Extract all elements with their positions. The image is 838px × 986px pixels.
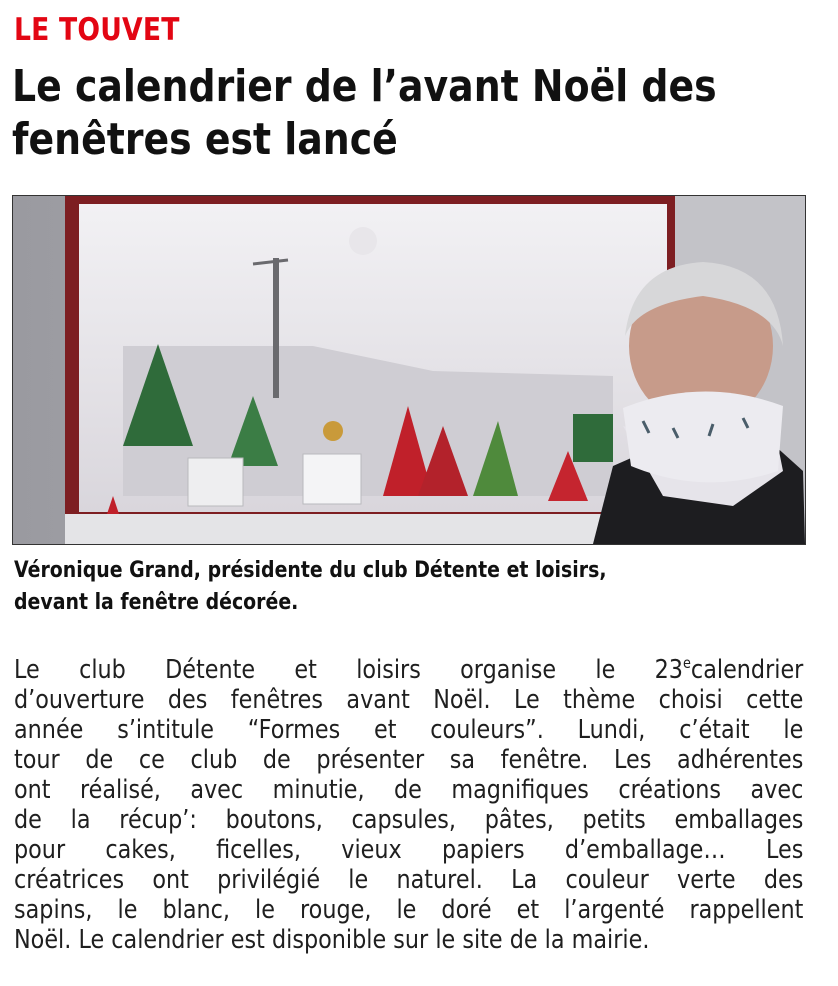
body-line: Le club Détente et loisirs organise le 23ecalendrier <box>14 654 804 685</box>
headline-line: fenêtres est lancé <box>12 114 398 165</box>
body-line: créatrices ont privilégié le naturel. La couleur verte des <box>14 865 804 895</box>
article-photo <box>12 195 806 545</box>
headline-line: Le calendrier de l’avant Noël des <box>12 61 717 112</box>
body-line: d’ouverture des fenêtres avant Noël. Le thème choisi cette <box>14 685 804 715</box>
body-line: de la récup’: boutons, capsules, pâtes, petits emballages <box>14 805 804 835</box>
body-line: sapins, le blanc, le rouge, le doré et l’argenté rappellent <box>14 895 804 925</box>
caption-line: devant la fenêtre décorée. <box>14 590 299 615</box>
body-line: année s’intitule “Formes et couleurs”. Lundi, c’était le <box>14 715 804 745</box>
ordinal-superscript: e <box>683 654 691 672</box>
photo-illustration <box>13 196 805 544</box>
photo-caption <box>14 555 788 619</box>
article-body <box>14 655 803 955</box>
body-line: tour de ce club de présenter sa fenêtre. Les adhérentes <box>14 745 804 775</box>
body-line: ont réalisé, avec minutie, de magnifiques créations avec <box>14 775 804 805</box>
section-kicker: LE TOUVET <box>14 12 180 48</box>
headline <box>12 60 786 166</box>
caption-line: Véronique Grand, présidente du club Détente et loisirs, <box>14 558 607 583</box>
body-line: pour cakes, ficelles, vieux papiers d’emballage… Les <box>14 835 804 865</box>
body-line: Noël. Le calendrier est disponible sur le site de la mairie. <box>14 925 650 955</box>
